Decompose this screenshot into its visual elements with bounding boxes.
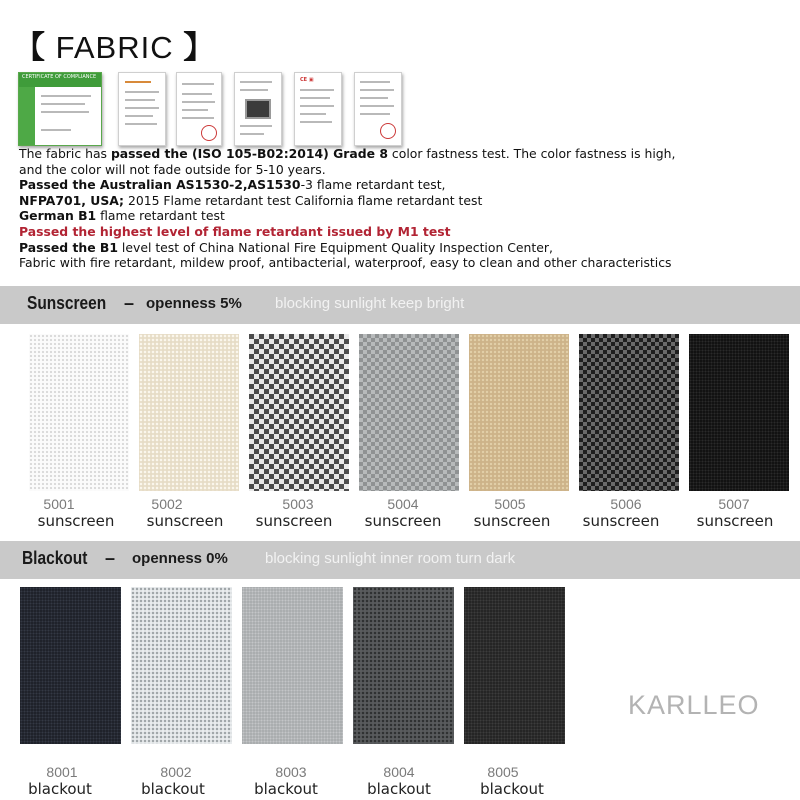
test-report-icon <box>234 72 282 146</box>
desc-line: The fabric has passed the (ISO 105-B02:2014) Grade 8 color fastness test. The color fastness is high, <box>19 146 676 161</box>
fabric-type-label: sunscreen <box>582 512 660 530</box>
fabric-type-label: sunscreen <box>146 512 224 530</box>
section-openness: openness 5% <box>146 295 242 312</box>
test-report-icon <box>354 72 402 146</box>
section-tagline: blocking sunlight keep bright <box>275 295 465 312</box>
title-text: FABRIC <box>55 30 174 65</box>
fabric-code: 8003 <box>275 764 307 780</box>
fabric-swatch-5005 <box>469 334 569 491</box>
fabric-swatch-5004 <box>359 334 459 491</box>
fabric-description <box>19 146 789 271</box>
fabric-code: 8004 <box>383 764 415 780</box>
brand-watermark: KARLLEO <box>628 690 760 720</box>
test-report-icon: CE ▣ <box>294 72 342 146</box>
fabric-swatch-8004 <box>353 587 454 744</box>
test-report-icon <box>118 72 166 146</box>
certificate-of-compliance-icon <box>18 72 102 146</box>
fabric-swatch-8003 <box>242 587 343 744</box>
section-name: Blackout <box>22 548 88 568</box>
fabric-type-label: sunscreen <box>37 512 115 530</box>
section-dash: – <box>105 548 116 568</box>
fabric-swatch-8002 <box>131 587 232 744</box>
fabric-swatch-5003 <box>249 334 349 491</box>
page-title <box>14 22 215 67</box>
fabric-code: 5001 <box>43 496 75 512</box>
desc-line: German B1 flame retardant test <box>19 208 225 224</box>
desc-line: and the color will not fade outside for 5-10 years. <box>19 161 326 177</box>
title-bracket-right: 】 <box>183 30 216 65</box>
fabric-swatch-8001 <box>20 587 121 744</box>
fabric-code: 5002 <box>151 496 183 512</box>
fabric-code: 5004 <box>387 496 419 512</box>
desc-line: Fabric with fire retardant, mildew proof, antibacterial, waterproof, easy to clean and other characteristics <box>19 255 672 271</box>
blackout-section-header <box>0 541 800 579</box>
fabric-code: 8005 <box>487 764 519 780</box>
fabric-swatch-5007 <box>689 334 789 491</box>
fabric-type-label: sunscreen <box>255 512 333 530</box>
fabric-swatch-5006 <box>579 334 679 491</box>
fabric-type-label: blackout <box>367 780 431 798</box>
fabric-code: 5007 <box>718 496 750 512</box>
fabric-code: 5005 <box>494 496 526 512</box>
fabric-swatch-8005 <box>464 587 565 744</box>
section-dash: – <box>124 293 135 313</box>
fabric-type-label: blackout <box>480 780 544 798</box>
fabric-type-label: sunscreen <box>364 512 442 530</box>
fabric-type-label: sunscreen <box>473 512 551 530</box>
desc-line: NFPA701, USA; 2015 Flame retardant test California flame retardant test <box>19 192 483 208</box>
fabric-type-label: sunscreen <box>696 512 774 530</box>
fabric-type-label: blackout <box>28 780 92 798</box>
fabric-code: 5006 <box>610 496 642 512</box>
title-bracket-left: 【 <box>14 30 46 65</box>
section-tagline: blocking sunlight inner room turn dark <box>265 550 516 567</box>
desc-line: Passed the Australian AS1530-2,AS1530-3 flame retardant test, <box>19 177 446 193</box>
section-openness: openness 0% <box>132 550 228 567</box>
fabric-swatch-5002 <box>139 334 239 491</box>
sunscreen-section-header <box>0 286 800 324</box>
fabric-code: 8002 <box>160 764 192 780</box>
certificate-heading: CERTIFICATE OF COMPLIANCE <box>22 74 97 80</box>
fabric-type-label: blackout <box>254 780 318 798</box>
desc-line: Passed the B1 level test of China National Fire Equipment Quality Inspection Center, <box>19 239 553 255</box>
section-name: Sunscreen <box>27 293 107 313</box>
test-report-icon <box>176 72 222 146</box>
fabric-swatch-5001 <box>29 334 129 491</box>
fabric-type-label: blackout <box>141 780 205 798</box>
fabric-code: 5003 <box>282 496 314 512</box>
desc-line-highlight: Passed the highest level of flame retardant issued by M1 test <box>19 223 451 239</box>
fabric-code: 8001 <box>46 764 78 780</box>
